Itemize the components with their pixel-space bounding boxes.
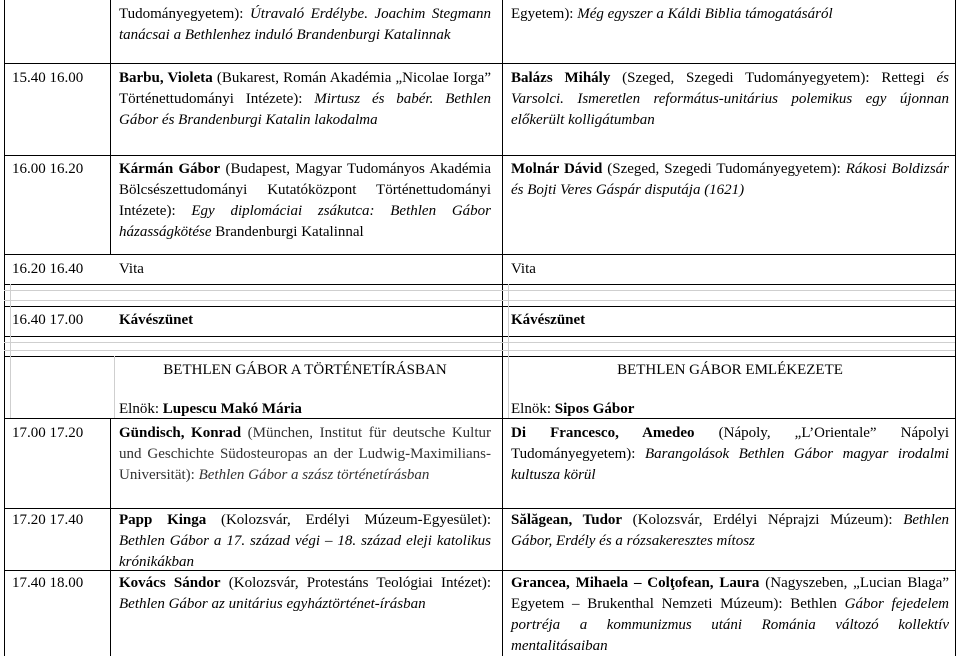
vita-left: Vita [119,261,144,277]
row-divider [4,508,955,509]
speaker-name: Gündisch, Konrad [119,425,242,441]
speaker-affiliation: (Nápoly, „L’Orientale” Nápolyi Tudományegyetem): [511,425,949,462]
section-title-right: BETHLEN GÁBOR EMLÉKEZETE [617,362,843,378]
talk-left [119,510,491,573]
time-slot: 17.20 17.40 [12,512,84,528]
time-slot: 17.00 17.20 [12,425,84,441]
speaker-affiliation: (Bukarest, Román Akadémia „Nicolae Iorga” Történettudományi Intézete): [119,70,491,107]
vita-right: Vita [511,261,536,277]
right-cont-cell [511,4,949,25]
speaker-affiliation: (Kolozsvár, Erdélyi Múzeum-Egyesület): [206,512,491,528]
talk-title: Bethlen Gábor a 17. század végi – 18. század eleji katolikus krónikákban [119,533,491,570]
spacer-line [508,356,509,418]
talk-title: Gábor fejedelem portréja a kommunizmus utáni Románia változó kollektív mentalitásaiban [511,596,949,654]
row-divider [4,306,955,307]
talk-title: és Varsolci. Ismeretlen református-unitárius polemikus egy újonnan előkerült kolligátumban [511,70,949,128]
speaker-name: Sălăgean, Tudor [511,512,623,528]
spacer-line [10,356,11,418]
speaker-affiliation: (Kolozsvár, Protestáns Teológiai Intézet): [220,575,491,591]
coffee-left: Kávészünet [119,312,194,328]
speaker-affiliation: (Szeged, Szegedi Tudományegyetem): [602,161,846,177]
time-slot: 16.40 17.00 [12,312,84,328]
talk-title: Mirtusz és babér. Bethlen Gábor és Brandenburgi Katalin lakodalma [119,91,492,128]
chair-left [119,399,302,420]
talk-title: Rákosi Boldizsár és Bojti Veres Gáspár disputája (1621) [511,161,949,198]
spacer-line [4,342,955,343]
time-slot: 15.40 16.00 [12,70,84,86]
talk-right [511,510,949,552]
speaker-name: Papp Kinga [119,512,207,528]
section-title-left: BETHLEN GÁBOR A TÖRTÉNETÍRÁSBAN [163,362,447,378]
spacer-line [4,350,955,351]
talk-title: Egy diplomáciai zsákutca: Bethlen Gábor házasságkötése [119,203,491,240]
time-col-divider [110,0,111,254]
time-slot: 16.00 16.20 [12,161,84,177]
talk-title: Bethlen Gábor az unitárius egyháztörténet-írásban [119,596,426,612]
row-divider [4,63,955,64]
spacer-line [4,290,955,291]
left-cont-title: Útravaló Erdélybe. Joachim Stegmann tanácsai a Bethlenhez induló Brandenburgi Katalinnak [119,6,491,43]
talk-left [119,68,491,131]
talk-right [511,68,949,131]
speaker-name: Barbu, Violeta [119,70,213,86]
spacer-line [10,284,11,356]
time-col-divider-2 [110,418,111,656]
talk-right [511,423,949,486]
chair-label: Elnök: [511,401,555,417]
talk-left [119,159,491,243]
spacer-line [114,356,115,418]
speaker-name: Kármán Gábor [119,161,221,177]
chair-right [511,399,634,420]
speaker-name: Di Francesco, Amedeo [511,425,695,441]
table-border-mid [502,0,503,656]
talk-title: Barangolások Bethlen Gábor magyar irodalmi kultusza körül [511,446,950,483]
speaker-affiliation: (Nagyszeben, „Lucian Blaga” Egyetem – Brukenthal Nemzeti Múzeum): Bethlen [511,575,949,612]
talk-left [119,423,491,486]
left-cont-aff: Tudományegyetem): [119,6,250,22]
table-border-right [955,0,956,656]
speaker-affiliation: (Budapest, Magyar Tudományos Akadémia Bölcsészettudományi Kutatóközpont Történettudományi Intézete): [119,161,491,219]
row-divider [4,336,955,337]
talk-right [511,573,949,657]
speaker-name: Kovács Sándor [119,575,221,591]
row-divider [4,155,955,156]
speaker-name: Grancea, Mihaela – Colţofean, Laura [511,575,760,591]
time-slot: 17.40 18.00 [12,575,84,591]
right-cont-title: Még egyszer a Káldi Biblia támogatásáról [577,6,833,22]
talk-title: Bethlen Gábor a szász történetírásban [198,467,430,483]
spacer-line [4,300,955,301]
coffee-right: Kávészünet [511,312,586,328]
time-slot: 16.20 16.40 [12,261,84,277]
speaker-affiliation: (Szeged, Szegedi Tudományegyetem): Rettegi [610,70,937,86]
row-divider [4,254,955,255]
left-cont-cell [119,4,491,46]
right-cont-aff: Egyetem): [511,6,578,22]
talk-title-tail: Brandenburgi Katalinnal [215,224,364,240]
row-divider [4,284,955,285]
spacer-line [508,284,509,356]
chair-label: Elnök: [119,401,163,417]
talk-title: Bethlen Gábor, Erdély és a rózsakeresztes mítosz [511,512,950,549]
chair-name: Lupescu Makó Mária [162,401,302,417]
table-border-left [4,0,5,656]
speaker-affiliation: (München, Institut für deutsche Kultur und Geschichte Südosteuropas an der Ludwig-Maximilians-Universität): [119,425,491,483]
talk-right [511,159,949,201]
speaker-name: Balázs Mihály [511,70,611,86]
chair-name: Sipos Gábor [554,401,635,417]
speaker-name: Molnár Dávid [511,161,603,177]
row-divider [4,356,955,357]
talk-left [119,573,491,615]
speaker-affiliation: (Kolozsvár, Erdélyi Néprajzi Múzeum): [622,512,904,528]
